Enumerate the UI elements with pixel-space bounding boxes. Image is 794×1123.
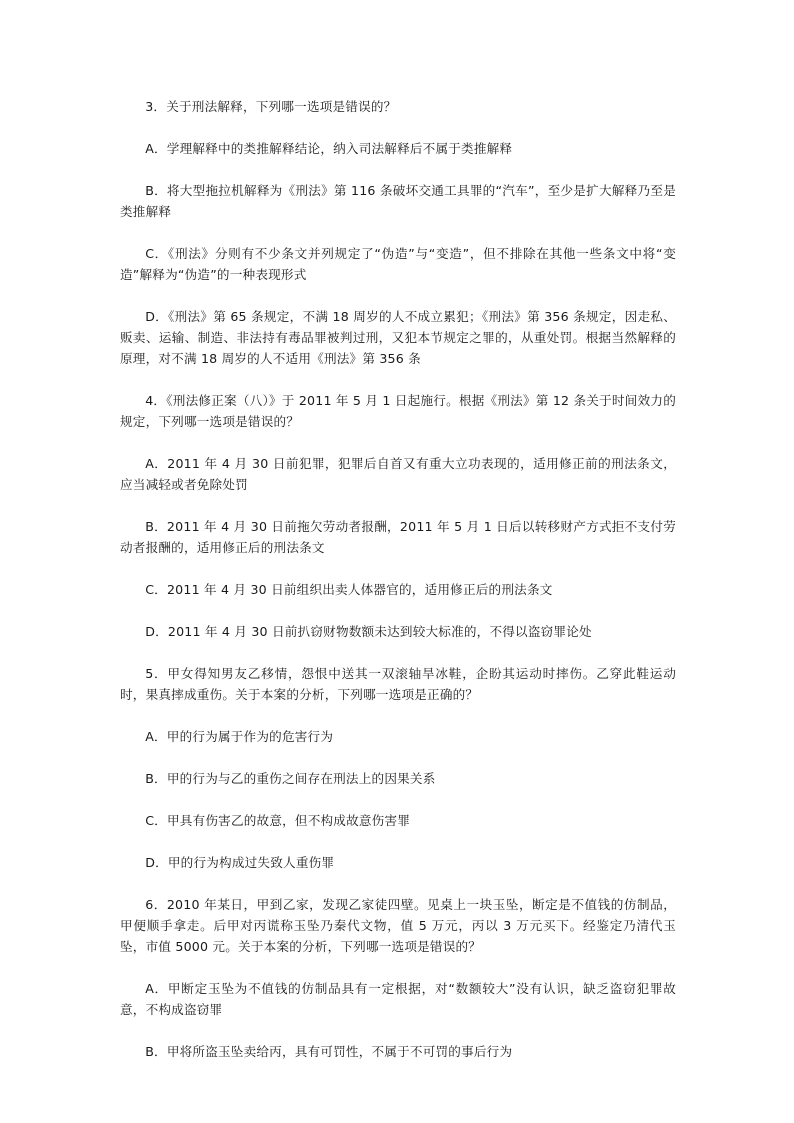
question-5-option-a: A．甲的行为属于作为的危害行为: [145, 729, 334, 744]
question-6-option-b: B．甲将所盗玉坠卖给丙，具有可罚性，不属于不可罚的事后行为: [145, 1044, 513, 1059]
exam-question-text: [120, 96, 676, 1083]
question-3-option-a: A．学理解释中的类推解释结论，纳入司法解释后不属于类推解释: [145, 141, 513, 156]
question-4-option-c: C．2011 年 4 月 30 日前组织出卖人体器官的，适用修正后的刑法条文: [145, 582, 553, 597]
question-5-option-b: B．甲的行为与乙的重伤之间存在刑法上的因果关系: [145, 771, 436, 786]
question-4-stem: 4．《刑法修正案（八）》于 2011 年 5 月 1 日起施行。根据《刑法》第 12 条关于时间效力的规定，下列哪一选项是错误的？: [120, 393, 676, 429]
question-6-stem: 6．2010 年某日，甲到乙家，发现乙家徒四壁。见桌上一块玉坠，断定是不值钱的仿制品，甲便顺手拿走。后甲对丙谎称玉坠乃秦代文物，值 5 万元，丙以 3 万元买下。经鉴定乃清代玉坠，市值 5000 元。关于本案的分析，下列哪一选项是错误的？: [120, 897, 676, 954]
question-4-option-a: A．2011 年 4 月 30 日前犯罪，犯罪后自首又有重大立功表现的，适用修正前的刑法条文，应当减轻或者免除处罚: [120, 456, 676, 492]
question-3-stem: 3．关于刑法解释，下列哪一选项是错误的？: [145, 99, 397, 114]
question-6-option-a: A．甲断定玉坠为不值钱的仿制品具有一定根据，对“数额较大”没有认识，缺乏盗窃犯罪故意，不构成盗窃罪: [120, 981, 676, 1017]
question-5-option-d: D．甲的行为构成过失致人重伤罪: [145, 855, 335, 870]
question-5-stem: 5．甲女得知男友乙移情，怨恨中送其一双滚轴旱冰鞋，企盼其运动时摔伤。乙穿此鞋运动时，果真摔成重伤。关于本案的分析，下列哪一选项是正确的？: [120, 666, 676, 702]
question-5-option-c: C．甲具有伤害乙的故意，但不构成故意伤害罪: [145, 813, 411, 828]
question-4-option-d: D．2011 年 4 月 30 日前扒窃财物数额未达到较大标准的，不得以盗窃罪论处: [145, 624, 592, 639]
question-4-option-b: B．2011 年 4 月 30 日前拖欠劳动者报酬，2011 年 5 月 1 日后以转移财产方式拒不支付劳动者报酬的，适用修正后的刑法条文: [120, 519, 676, 555]
question-3-option-b: B．将大型拖拉机解释为《刑法》第 116 条破坏交通工具罪的“汽车”，至少是扩大解释乃至是类推解释: [120, 183, 676, 219]
question-3-option-d: D．《刑法》第 65 条规定，不满 18 周岁的人不成立累犯；《刑法》第 356 条规定，因走私、贩卖、运输、制造、非法持有毒品罪被判过刑，又犯本节规定之罪的，从重处罚。根据当然解释的原理，对不满 18 周岁的人不适用《刑法》第 356 条: [120, 309, 676, 366]
question-3-option-c: C．《刑法》分则有不少条文并列规定了“伪造”与“变造”，但不排除在其他一些条文中将“变造”解释为“伪造”的一种表现形式: [120, 246, 676, 282]
